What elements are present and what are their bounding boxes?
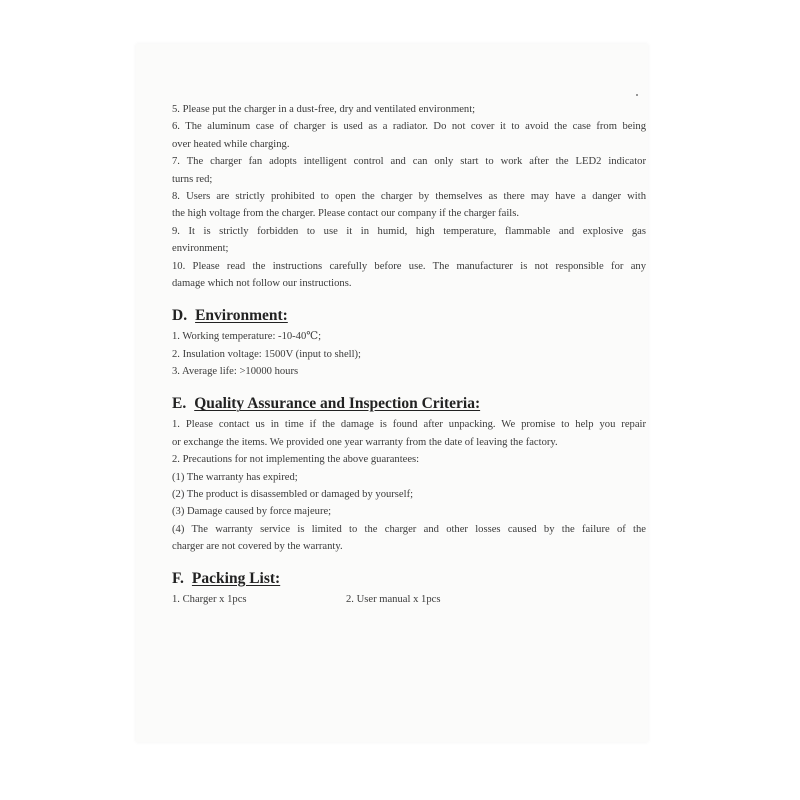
section-d-letter: D. xyxy=(172,307,188,325)
quality-line-3: 2. Precautions for not implementing the above guarantees: xyxy=(172,454,420,466)
section-d-title: Environment: xyxy=(195,307,288,325)
precaution-item-10-cont: damage which not follow our instructions. xyxy=(172,277,352,289)
paper-speck xyxy=(636,94,638,96)
precaution-item-10: 10. Please read the instructions carefully before use. The manufacturer is not responsible for any xyxy=(172,260,646,272)
section-f-heading xyxy=(172,570,646,588)
environment-line-1: 1. Working temperature: -10-40℃; xyxy=(172,331,322,343)
section-d-heading xyxy=(172,307,646,325)
environment-line-3: 3. Average life: >10000 hours xyxy=(172,366,299,378)
precaution-item-7-cont: turns red; xyxy=(172,173,213,185)
packing-item-charger: 1. Charger x 1pcs xyxy=(172,593,247,605)
section-f-letter: F. xyxy=(172,569,184,587)
quality-line-7: (4) The warranty service is limited to the charger and other losses caused by the failure of the xyxy=(172,523,646,535)
precaution-item-6: 6. The aluminum case of charger is used as a radiator. Do not cover it to avoid the case from being xyxy=(172,121,646,133)
quality-line-1: 1. Please contact us in time if the damage is found after unpacking. We promise to help you repair xyxy=(172,419,646,431)
precaution-item-9-cont: environment; xyxy=(172,243,229,255)
precaution-item-8: 8. Users are strictly prohibited to open the charger by themselves as there may have a danger with xyxy=(172,190,646,202)
quality-line-2: or exchange the items. We provided one year warranty from the date of leaving the factory. xyxy=(172,436,558,448)
quality-line-5: (2) The product is disassembled or damaged by yourself; xyxy=(172,489,414,501)
environment-line-2: 2. Insulation voltage: 1500V (input to shell); xyxy=(172,348,362,360)
section-e-heading xyxy=(172,395,646,413)
quality-line-8: charger are not covered by the warranty. xyxy=(172,541,343,553)
section-e-letter: E. xyxy=(172,395,187,413)
quality-line-4: (1) The warranty has expired; xyxy=(172,471,298,483)
precaution-item-6-cont: over heated while charging. xyxy=(172,138,290,150)
quality-line-6: (3) Damage caused by force majeure; xyxy=(172,506,332,518)
precaution-item-8-cont: the high voltage from the charger. Please contact our company if the charger fails. xyxy=(172,208,520,220)
section-f-title: Packing List: xyxy=(191,569,281,587)
packing-list-row xyxy=(172,591,646,608)
precaution-item-5: 5. Please put the charger in a dust-free, dry and ventilated environment; xyxy=(172,104,476,115)
document-content xyxy=(172,101,646,608)
precautions-list xyxy=(172,101,646,292)
precaution-item-9: 9. It is strictly forbidden to use it in humid, high temperature, flammable and explosive gas xyxy=(172,225,646,237)
section-e-title: Quality Assurance and Inspection Criteria: xyxy=(194,395,481,413)
packing-item-manual: 2. User manual x 1pcs xyxy=(346,593,441,605)
precaution-item-7: 7. The charger fan adopts intelligent control and can only start to work after the LED2 indicator xyxy=(172,156,646,168)
